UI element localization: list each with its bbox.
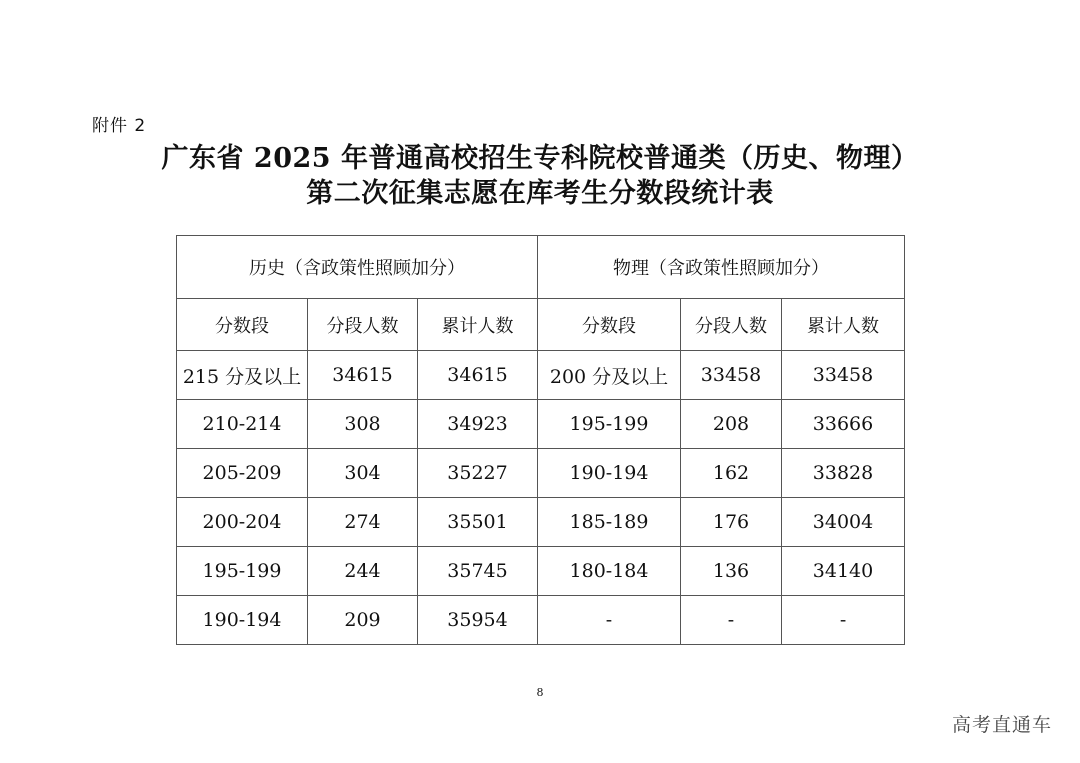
- table-cell: 180-184: [538, 547, 681, 596]
- table-cell: 200 分及以上: [538, 351, 681, 400]
- table-cell: 162: [681, 449, 782, 498]
- column-header: 累计人数: [418, 299, 538, 351]
- table-cell: 195-199: [177, 547, 308, 596]
- table-cell: 35227: [418, 449, 538, 498]
- table-row: [177, 547, 905, 596]
- watermark: 高考直通车: [951, 714, 1052, 736]
- table-row: [177, 596, 905, 645]
- table-cell: 205-209: [177, 449, 308, 498]
- table-cell: 136: [681, 547, 782, 596]
- score-distribution-table: [176, 235, 905, 645]
- table-cell: 208: [681, 400, 782, 449]
- column-header: 分数段: [538, 299, 681, 351]
- table-cell: 34615: [418, 351, 538, 400]
- table-row: [177, 449, 905, 498]
- table-cell: 215 分及以上: [177, 351, 308, 400]
- table-cell: 244: [308, 547, 418, 596]
- table-row: [177, 351, 905, 400]
- table-cell: 33828: [782, 449, 905, 498]
- table-cell: 35954: [418, 596, 538, 645]
- table-cell: 35745: [418, 547, 538, 596]
- table-cell: 176: [681, 498, 782, 547]
- table-cell: 185-189: [538, 498, 681, 547]
- column-header: 分数段: [177, 299, 308, 351]
- group-header-row: [177, 236, 905, 299]
- group-header-history: 历史（含政策性照顾加分）: [177, 236, 538, 299]
- table-row: [177, 498, 905, 547]
- document-title-line-2: 第二次征集志愿在库考生分数段统计表: [306, 178, 774, 209]
- table-cell: 209: [308, 596, 418, 645]
- column-header: 分段人数: [681, 299, 782, 351]
- table-cell: 33458: [782, 351, 905, 400]
- attachment-label: 附件 2: [92, 116, 147, 136]
- table-cell: 33666: [782, 400, 905, 449]
- group-header-physics: 物理（含政策性照顾加分）: [538, 236, 905, 299]
- column-header-row: [177, 299, 905, 351]
- table-cell: 304: [308, 449, 418, 498]
- table-row: [177, 400, 905, 449]
- table-cell: -: [681, 596, 782, 645]
- column-header: 累计人数: [782, 299, 905, 351]
- table-cell: 34615: [308, 351, 418, 400]
- table-cell: -: [782, 596, 905, 645]
- table-cell: 190-194: [538, 449, 681, 498]
- table-cell: 210-214: [177, 400, 308, 449]
- table-cell: 33458: [681, 351, 782, 400]
- table-cell: 195-199: [538, 400, 681, 449]
- table-cell: 34923: [418, 400, 538, 449]
- table-cell: -: [538, 596, 681, 645]
- table-cell: 308: [308, 400, 418, 449]
- column-header: 分段人数: [308, 299, 418, 351]
- page-number: 8: [536, 686, 544, 699]
- table-cell: 34140: [782, 547, 905, 596]
- document-title-line-1: 广东省 2025 年普通高校招生专科院校普通类（历史、物理）: [161, 143, 919, 174]
- table-cell: 190-194: [177, 596, 308, 645]
- table-cell: 274: [308, 498, 418, 547]
- table-cell: 34004: [782, 498, 905, 547]
- table-cell: 35501: [418, 498, 538, 547]
- table-cell: 200-204: [177, 498, 308, 547]
